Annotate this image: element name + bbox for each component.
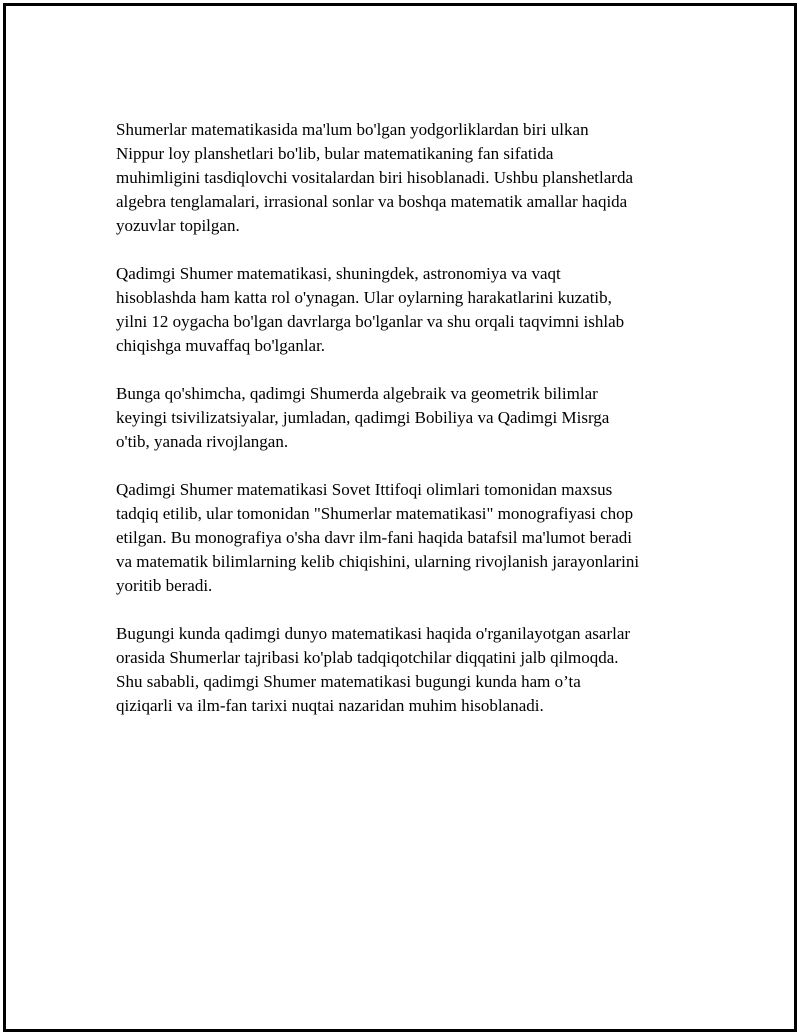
paragraph-5: Bugungi kunda qadimgi dunyo matematikasi haqida o'rganilayotgan asarlar orasida Shumerlar tajribasi ko'plab tadqiqotchilar diqqatini jalb qilmoqda. Shu sababli, qadimgi Shumer matematikasi bugungi kunda ham o’ta qiziqarli va ilm-fan tarixi nuqtai nazaridan muhim hisoblanadi. xyxy=(116,624,631,715)
paragraph-1: Shumerlar matematikasida ma'lum bo'lgan yodgorliklardan biri ulkan Nippur loy planshetlari bo'lib, bular matematikaning fan sifatida muhimligini tasdiqlovchi vositalardan biri hisoblanadi. Ushbu planshetlarda algebra tenglamalari, irrasional sonlar va boshqa matematik amallar haqida yozuvlar topilgan. xyxy=(116,120,633,235)
paragraph-2: Qadimgi Shumer matematikasi, shuningdek, astronomiya va vaqt hisoblashda ham katta rol o'ynagan. Ular oylarning harakatlarini kuzatib, yilni 12 oygacha bo'lgan davrlarga bo'lganlar va shu orqali taqvimni ishlab chiqishga muvaffaq bo'lganlar. xyxy=(116,264,625,355)
paragraph-4: Qadimgi Shumer matematikasi Sovet Ittifoqi olimlari tomonidan maxsus tadqiq etilib, ular tomonidan "Shumerlar matematikasi" monografiyasi chop etilgan. Bu monografiya o'sha davr ilm-fani haqida batafsil ma'lumot beradi va matematik bilimlarning kelib chiqishini, ularning rivojlanish jarayonlarini yoritib beradi. xyxy=(116,480,640,595)
paragraph-3: Bunga qo'shimcha, qadimgi Shumerda algebraik va geometrik bilimlar keyingi tsivilizatsiyalar, jumladan, qadimgi Bobiliya va Qadimgi Misrga o'tib, yanada rivojlangan. xyxy=(116,384,610,451)
document-body xyxy=(116,118,696,742)
